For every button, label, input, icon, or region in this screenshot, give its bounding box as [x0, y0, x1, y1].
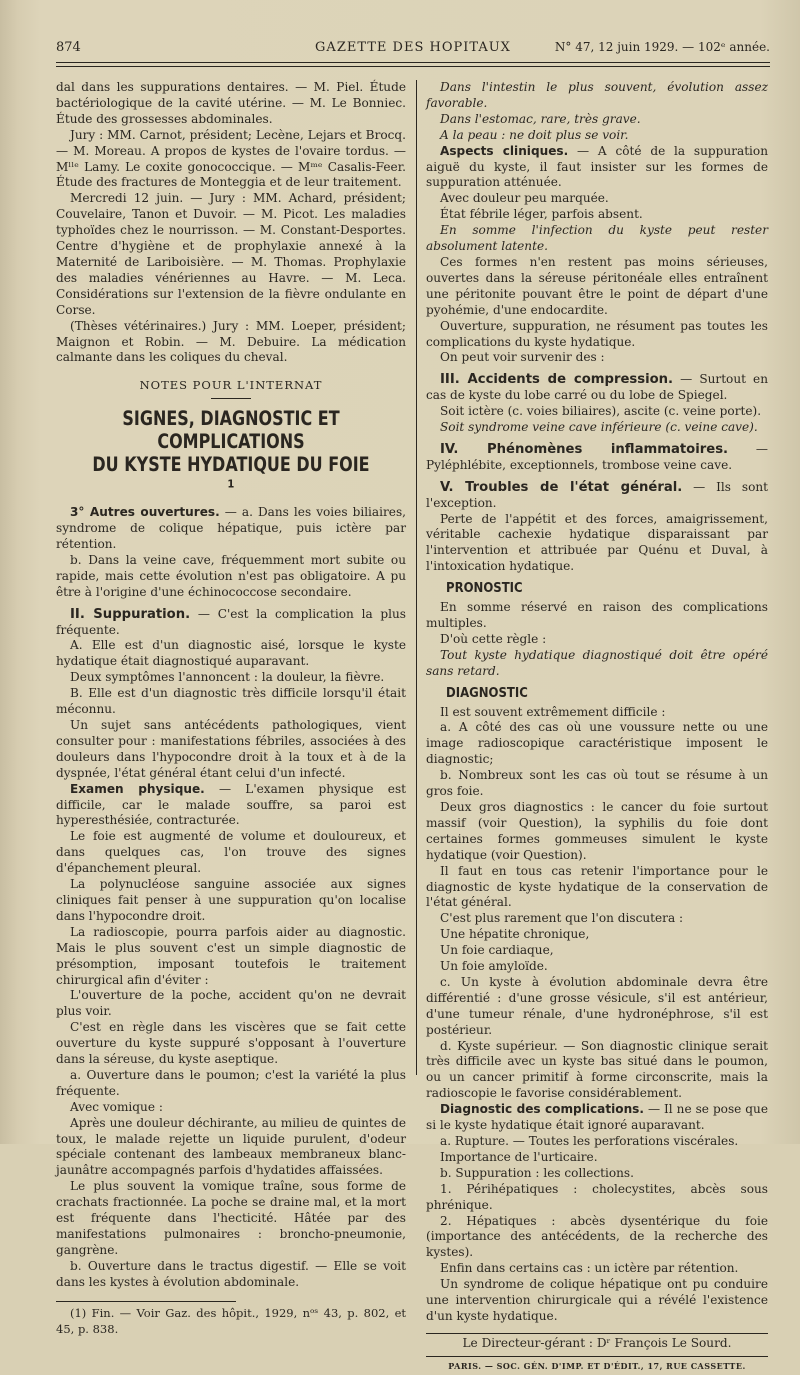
paragraph: D'où cette règle :	[440, 631, 547, 646]
divider	[211, 398, 251, 399]
paragraph: Ces formes n'en restent pas moins sérieuses, ouvertes dans la séreuse péritonéale elles entraînent une péritonite pouvant être le point de départ d'une pyohémie, d'une endocardite.	[426, 254, 768, 317]
paragraph-text: — a. Dans les voies biliaires, syndrome de colique hépatique, puis ictère par rétention.	[56, 505, 406, 552]
paragraph	[426, 442, 768, 474]
paragraph: b. Dans la veine cave, fréquemment mort subite ou rapide, mais cette évolution n'est pas obligatoire. A pu être à l'origine d'une échinococcose secondaire.	[56, 552, 406, 599]
paragraph: L'ouverture de la poche, accident qu'on ne devrait plus voir.	[56, 988, 406, 1019]
paragraph	[56, 505, 406, 553]
column-separator	[416, 80, 417, 1075]
paragraph: Dans l'intestin le plus souvent, évolution assez favorable.	[426, 80, 768, 110]
paragraph: Ouverture, suppuration, ne résument pas toutes les complications du kyste hydatique.	[426, 318, 768, 349]
paragraph-text: — Il ne se pose que si le kyste hydatique était ignoré auparavant.	[426, 1102, 768, 1133]
paragraph: C'est plus rarement que l'on discutera :	[440, 911, 684, 926]
paragraph: b. Suppuration : les collections.	[440, 1165, 634, 1180]
paragraph: Le plus souvent la vomique traîne, sous forme de crachats fractionnée. La poche se draine mal, et la mort est fréquente dans l'hecticité. Hâtée par des manifestations pulmonaires : broncho-pneumonie, gangrène.	[56, 1179, 406, 1257]
paragraph: En somme réservé en raison des complications multiples.	[426, 600, 768, 630]
right-column	[426, 80, 768, 1375]
paragraph: Un foie cardiaque,	[440, 943, 554, 958]
paragraph	[56, 607, 406, 639]
paragraph: Deux symptômes l'annoncent : la douleur, la fièvre.	[70, 670, 385, 685]
paragraph-text: — L'examen physique est difficile, car le malade souffre, sa paroi est hyperesthésiée, contracturée.	[56, 781, 407, 828]
paragraph: Un sujet sans antécédents pathologiques, vient consulter pour : manifestations fébriles, associées à des douleurs dans l'hypocondre droit à la toux et à de la dyspnée, l'état général étant celui d'un infecté.	[56, 718, 406, 780]
paragraph: Un syndrome de colique hépatique ont pu conduire une intervention chirurgicale qui a révélé l'existence d'un kyste hydatique.	[426, 1277, 768, 1323]
article-title	[88, 407, 375, 499]
paragraph: Soit syndrome veine cave inférieure (c. veine cave).	[440, 420, 758, 435]
paragraph: Perte de l'appétit et des forces, amaigrissement, véritable cachexie hydatique disparaissant par l'intervention et attribuée par Quénu et Duval, à l'intoxication hydatique.	[426, 511, 768, 574]
paragraph: B. Elle est d'un diagnostic très difficile lorsqu'il était méconnu.	[56, 686, 406, 717]
paragraph	[56, 782, 406, 830]
left-column	[56, 80, 406, 1337]
paragraph: a. Ouverture dans le poumon; c'est la variété la plus fréquente.	[56, 1067, 406, 1098]
section-heading-pronostic: PRONOSTIC	[446, 581, 523, 597]
paragraph-heading: V. Troubles de l'état général.	[440, 479, 683, 495]
divider	[426, 1356, 768, 1357]
paragraph: La polynucléose sanguine associée aux signes cliniques fait penser à une suppuration qu'on localise dans l'hypocondre droit.	[56, 877, 406, 923]
paragraph-heading: II. Suppuration.	[70, 606, 191, 622]
footnote-rule	[56, 1301, 236, 1302]
paragraph: 2. Hépatiques : abcès dysentérique du foie (importance des antécédents, de la recherche des kystes).	[426, 1213, 768, 1260]
director-line: Le Directeur-gérant : Dʳ François Le Sourd.	[462, 1335, 732, 1350]
article-title-line-1: SIGNES, DIAGNOSTIC ET COMPLICATIONS	[122, 407, 340, 454]
article-title-line-2: DU KYSTE HYDATIQUE DU FOIE ¹	[92, 453, 370, 500]
section-heading-diagnostic: DIAGNOSTIC	[446, 685, 528, 701]
paragraph: a. Rupture. — Toutes les perforations viscérales.	[440, 1134, 739, 1148]
page-header	[56, 40, 770, 60]
paragraph: Enfin dans certains cas : un ictère par rétention.	[440, 1261, 739, 1276]
paragraph: A. Elle est d'un diagnostic aisé, lorsque le kyste hydatique était diagnostiqué auparavant.	[56, 638, 406, 669]
page-number: 874	[56, 40, 81, 55]
paragraph-text: — Surtout en cas de kyste du lobe carré ou du lobe de Spiegel.	[426, 372, 769, 403]
paragraph	[426, 144, 768, 192]
paragraph: C'est en règle dans les viscères que se fait cette ouverture du kyste suppuré s'opposant à l'ouverture dans la séreuse, du kyste aseptique.	[56, 1020, 406, 1067]
paragraph-heading: Diagnostic des complications.	[440, 1102, 644, 1117]
paragraph: Tout kyste hydatique diagnostiqué doit être opéré sans retard.	[426, 647, 768, 678]
paragraph: 1. Périhépatiques : cholecystites, abcès sous phrénique.	[426, 1181, 768, 1212]
paragraph: Avec douleur peu marquée.	[440, 191, 609, 206]
paragraph-text: — Ils sont l'exception.	[426, 479, 768, 510]
paragraph-text: — Pyléphlébite, exceptionnels, trombose veine cave.	[426, 441, 768, 472]
issue-info: N° 47, 12 juin 1929. — 102ᵉ année.	[554, 40, 770, 54]
paragraph	[426, 1102, 768, 1134]
paragraph: b. Nombreux sont les cas où tout se résume à un gros foie.	[426, 768, 768, 799]
paragraph: a. A côté des cas où une voussure nette ou une image radioscopique caractéristique imposent le diagnostic;	[426, 720, 768, 767]
paragraph: Avec vomique :	[70, 1099, 163, 1114]
paragraph: La radioscopie, pourra parfois aider au diagnostic. Mais le plus souvent c'est un simple diagnostic de présomption, imposant toutefois le traitement chirurgical afin d'éviter :	[56, 924, 406, 987]
header-rule-double	[56, 66, 770, 67]
paragraph-heading: Aspects cliniques.	[440, 143, 569, 158]
paragraph-heading: IV. Phénomènes inflammatoires.	[440, 441, 729, 457]
paragraph: Il faut en tous cas retenir l'importance pour le diagnostic de kyste hydatique de la conservation de l'état général.	[426, 863, 768, 910]
footnote: (1) Fin. — Voir Gaz. des hôpit., 1929, nᵒˢ 43, p. 802, et 45, p. 838.	[56, 1305, 406, 1336]
paragraph: Soit ictère (c. voies biliaires), ascite (c. veine porte).	[440, 404, 762, 419]
paragraph: c. Un kyste à évolution abdominale devra être différentié : d'une grosse vésicule, s'il est antérieur, d'une tumeur rénale, d'une hydronéphrose, s'il est postérieur.	[426, 974, 768, 1037]
paragraph-heading: Examen physique.	[70, 781, 205, 796]
paragraph-heading: III. Accidents de compression.	[440, 372, 674, 388]
printer-imprint: PARIS. — SOC. GÉN. D'IMP. ET D'ÉDIT., 17, RUE CASSETTE.	[448, 1360, 746, 1371]
paragraph: Dans l'estomac, rare, très grave.	[440, 111, 641, 126]
paragraph: Le foie est augmenté de volume et douloureux, et dans quelques cas, l'on trouve des signes d'épanchement pleural.	[56, 829, 406, 876]
paragraph: On peut voir survenir des :	[440, 350, 605, 365]
journal-title: GAZETTE DES HOPITAUX	[315, 40, 511, 55]
paragraph: En somme l'infection du kyste peut rester absolument latente.	[426, 223, 768, 254]
paragraph: Jury : MM. Carnot, président; Lecène, Lejars et Brocq. — M. Moreau. A propos de kystes de l'ovaire tordus. — Mˡˡᵉ Lamy. Le coxite gonococcique. — Mᵐᵉ Casalis-Feer. Étude des fractures de Monteggia et de leur traitement.	[56, 127, 406, 190]
paragraph: Mercredi 12 juin. — Jury : MM. Achard, président; Couvelaire, Tanon et Duvoir. — M. Picot. Les maladies typhoïdes chez le nourrisson. — M. Constant-Desportes. Centre d'hygiène et de prophylaxie annexé à la Maternité de Lariboisière. — M. Thomas. Prophylaxie des maladies vénériennes au Havre. — M. Leca. Considérations sur l'extension de la fièvre ondulante en Corse.	[56, 191, 406, 317]
paragraph: b. Ouverture dans le tractus digestif. — Elle se voit dans les kystes à évolution abdominale.	[56, 1258, 406, 1289]
paragraph: dal dans les suppurations dentaires. — M. Piel. Étude bactériologique de la cavité utérine. — M. Le Bonniec. Étude des grossesses abdominales.	[56, 80, 406, 126]
paragraph: Après une douleur déchirante, au milieu de quintes de toux, le malade rejette un liquide purulent, d'odeur spéciale contenant des lambeaux membraneux blanc-jaunâtre accompagnés parfois d'hydatides affaissées.	[56, 1115, 406, 1178]
paragraph: Un foie amyloïde.	[440, 959, 548, 974]
paragraph-text: — A côté de la suppuration aiguë du kyste, il faut insister sur les formes de suppuration atténuée.	[426, 143, 768, 190]
paragraph-heading: 3° Autres ouvertures.	[70, 505, 220, 520]
paragraph: d. Kyste supérieur. — Son diagnostic clinique serait très difficile avec un kyste bas situé dans le poumon, ou un cancer primitif à forme circonscrite, mais la radioscopie le favorise considérablement.	[426, 1038, 768, 1101]
section-title: NOTES POUR L'INTERNAT	[139, 378, 323, 393]
paragraph	[426, 372, 768, 404]
paragraph-text: — C'est la complication la plus fréquente.	[56, 606, 406, 637]
header-rule	[56, 62, 770, 63]
paragraph	[426, 480, 768, 512]
paragraph: Une hépatite chronique,	[440, 927, 590, 942]
paragraph: A la peau : ne doit plus se voir.	[440, 127, 629, 142]
paragraph: Deux gros diagnostics : le cancer du foie surtout massif (voir Question), la syphilis du foie dont certaines formes gommeuses simulent le kyste hydatique (voir Question).	[426, 799, 768, 862]
paragraph: Il est souvent extrêmement difficile :	[440, 704, 666, 719]
divider	[426, 1333, 768, 1334]
paragraph: Importance de l'urticaire.	[440, 1149, 598, 1164]
paragraph: (Thèses vétérinaires.) Jury : MM. Loeper, président; Maignon et Robin. — M. Debuire. La médication calmante dans les coliques du cheval.	[56, 318, 406, 365]
paragraph: État fébrile léger, parfois absent.	[440, 207, 643, 222]
